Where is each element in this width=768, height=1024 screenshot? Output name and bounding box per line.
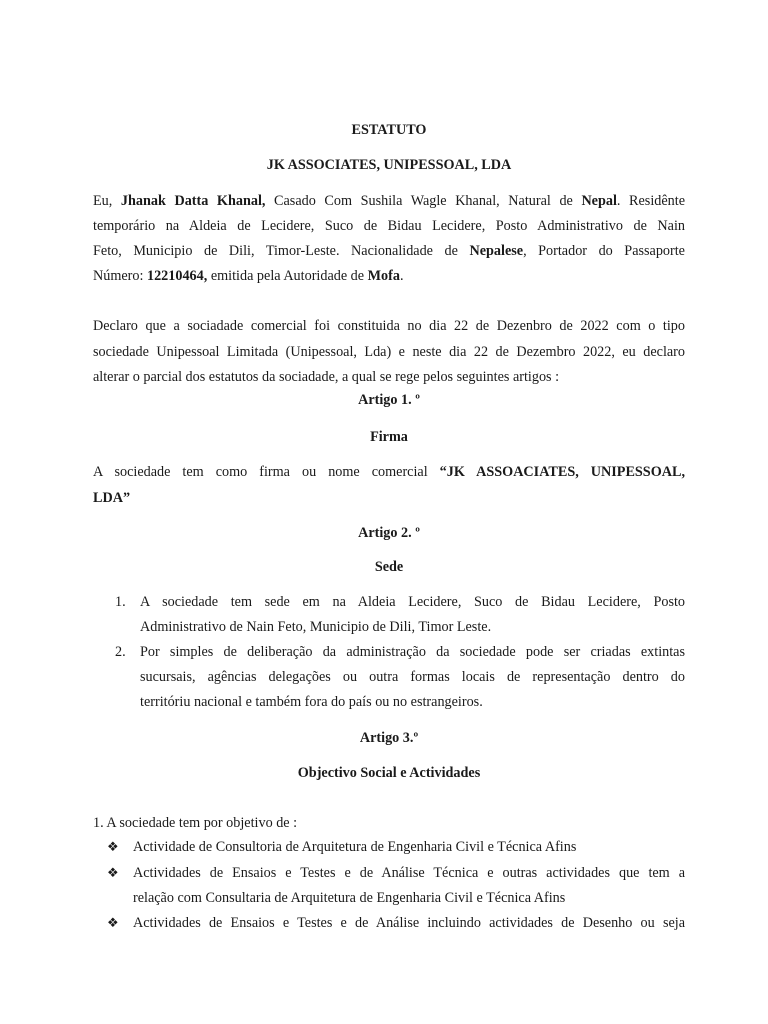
article-2-heading: Artigo 2. º (358, 525, 420, 541)
article-2-item-1-line-2: Administrativo de Nain Feto, Municipio de Dili, Timor Leste. (140, 619, 492, 635)
intro-line-3: Feto, Municipio de Dili, Timor-Leste. Nacionalidade de Nepalese, Portador do Passaporte (93, 243, 685, 259)
article-3-subheading: Objectivo Social e Actividades (297, 765, 481, 781)
article-3-bullet-3-line-1: Actividades de Ensaios e Testes e de Análise incluindo actividades de Desenho ou seja (133, 915, 685, 931)
document-page (93, 0, 685, 1024)
intro-line-2: temporário na Aldeia de Lecidere, Suco de Bidau Lecidere, Posto Administrativo de Nain (93, 218, 685, 234)
document-title: ESTATUTO (351, 122, 427, 138)
article-3-bullet-1: Actividade de Consultoria de Arquitetura de Engenharia Civil e Técnica Afins (133, 839, 577, 855)
diamond-bullet-icon: ❖ (107, 915, 119, 930)
article-1-subheading: Firma (370, 429, 408, 445)
article-1-heading: Artigo 1. º (358, 392, 420, 408)
article-2-item-2-line-1: Por simples de deliberação da administração da sociedade pode ser criadas extintas (140, 644, 685, 660)
declaro-line-2: sociedade Unipessoal Limitada (Unipessoal, Lda) e neste dia 22 de Dezembro 2022, eu declaro (93, 344, 685, 360)
intro-line-4: Número: 12210464, emitida pela Autoridade de Mofa. (93, 268, 404, 284)
diamond-bullet-icon: ❖ (107, 865, 119, 880)
declaro-line-3: alterar o parcial dos estatutos da sociadade, a qual se rege pelos seguintes artigos : (93, 369, 560, 385)
list-number: 1. (115, 594, 126, 610)
article-1-line-1: A sociedade tem como firma ou nome comercial “JK ASSOACIATES, UNIPESSOAL, (93, 464, 685, 480)
article-3-heading: Artigo 3.º (359, 730, 419, 746)
article-3-intro: 1. A sociedade tem por objetivo de : (93, 815, 298, 831)
article-2-subheading: Sede (374, 559, 404, 575)
diamond-bullet-icon: ❖ (107, 839, 119, 854)
company-name: JK ASSOCIATES, UNIPESSOAL, LDA (266, 157, 512, 173)
article-2-item-2-line-2: sucursais, agências delegações ou outra formas locais de representação dentro do (140, 669, 685, 685)
article-3-bullet-2-line-1: Actividades de Ensaios e Testes e de Análise Técnica e outras actividades que tem a (133, 865, 685, 881)
article-2-item-1-line-1: A sociedade tem sede em na Aldeia Lecidere, Suco de Bidau Lecidere, Posto (140, 594, 685, 610)
declaro-line-1: Declaro que a sociadade comercial foi constituida no dia 22 de Dezenbro de 2022 com o tipo (93, 318, 685, 334)
article-2-item-2-line-3: territóriu nacional e também fora do país ou no estrangeiros. (140, 694, 483, 710)
article-3-bullet-2-line-2: relação com Consultaria de Arquitetura de Engenharia Civil e Técnica Afins (133, 890, 566, 906)
article-1-line-2: LDA” (93, 490, 131, 506)
list-number: 2. (115, 644, 126, 660)
intro-line-1: Eu, Jhanak Datta Khanal, Casado Com Sushila Wagle Khanal, Natural de Nepal. Residênte (93, 193, 685, 209)
